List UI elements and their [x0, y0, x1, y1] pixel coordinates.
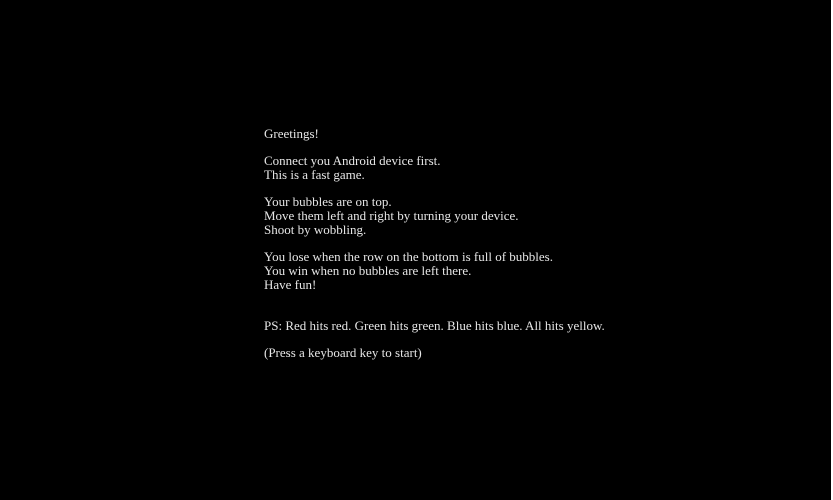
spacer: [264, 182, 784, 196]
bubbles-position-instruction: Your bubbles are on top.: [264, 194, 392, 210]
lose-condition: You lose when the row on the bottom is full of bubbles.: [264, 249, 553, 265]
spacer: [264, 237, 784, 251]
have-fun-text: Have fun!: [264, 276, 317, 292]
move-instruction: Move them left and right by turning your device.: [264, 208, 519, 224]
greeting-text: Greetings!: [264, 126, 319, 141]
start-prompt: (Press a keyboard key to start): [264, 345, 422, 361]
spacer: [264, 332, 784, 346]
win-condition: You win when no bubbles are left there.: [264, 262, 472, 278]
fast-game-note: This is a fast game.: [264, 167, 365, 183]
shoot-instruction: Shoot by wobbling.: [264, 221, 367, 237]
ps-color-rules: PS: Red hits red. Green hits green. Blue hits blue. All hits yellow.: [264, 317, 605, 333]
spacer: [264, 291, 784, 318]
intro-text: [264, 127, 784, 360]
spacer: [264, 141, 784, 155]
connect-instruction: Connect you Android device first.: [264, 153, 441, 169]
